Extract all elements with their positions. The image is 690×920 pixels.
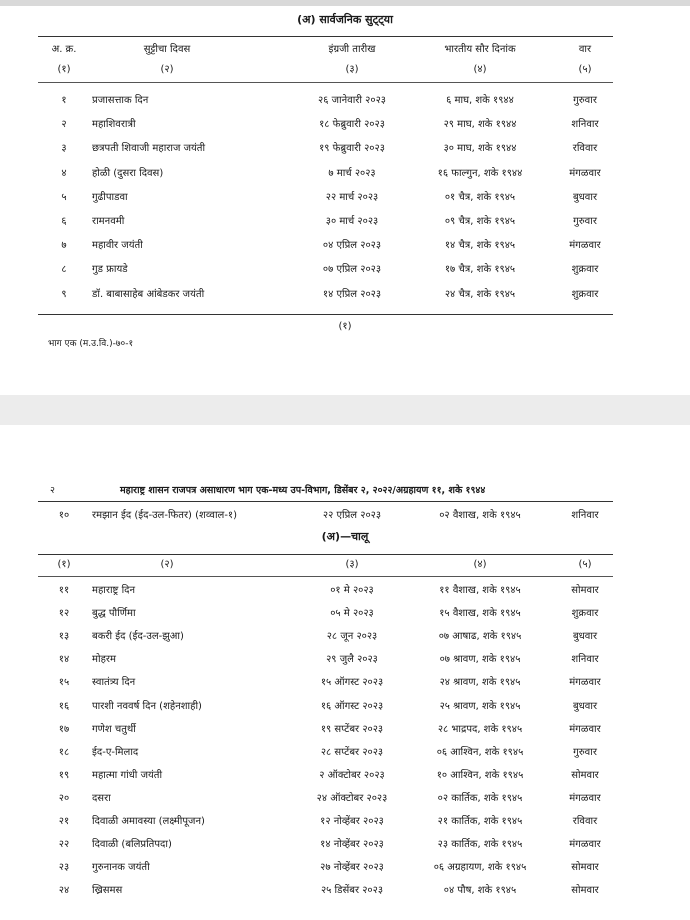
cell-english-date: १४ एप्रिल २०२३	[322, 288, 382, 300]
cell-day: सोमवार	[571, 769, 599, 781]
cell-day: सोमवार	[571, 585, 599, 596]
header-sr-no: अ. क्र.	[51, 44, 77, 55]
cell-saka-date: २४ श्रावण, शके १९४५	[439, 677, 521, 689]
cell-day: सोमवार	[571, 862, 599, 874]
cell-english-date: १९ फेब्रुवारी २०२३	[319, 143, 385, 155]
cell-saka-date: ६ माघ, शके १९४४	[446, 95, 514, 106]
cell-saka-date: २१ कार्तिक, शके १९४५	[437, 816, 523, 827]
cell-english-date: २९ जुलै २०२३	[326, 654, 378, 666]
cell-no: २२	[58, 839, 70, 851]
cell-english-date: २८ सप्टेंबर २०२३	[320, 746, 384, 758]
cell-no: १२	[58, 608, 70, 620]
cell-day: शनिवार	[571, 654, 599, 666]
cell-holiday: होळी (दुसरा दिवस)	[92, 167, 164, 179]
header2-num-4: (४)	[473, 559, 487, 570]
header2-num-1: (१)	[57, 559, 71, 570]
cell-holiday: महात्मा गांधी जयंती	[92, 769, 163, 781]
cell-no: १४	[58, 654, 70, 666]
cell-english-date: १२ नोव्हेंबर २०२३	[320, 816, 384, 827]
cell-holiday: बकरी ईद (ईद-उल-झुआ)	[92, 631, 184, 643]
page-footer: भाग एक (म.उ.वि.)-७०-१	[48, 339, 134, 349]
cell-holiday: दिवाळी (बलिप्रतिपदा)	[92, 839, 172, 851]
cell-day: मंगळवार	[569, 167, 601, 179]
row-10-holiday: रमझान ईद (ईद-उल-फितर) (शव्वाल-१)	[92, 510, 238, 521]
cell-day: मंगळवार	[569, 677, 601, 689]
cell-no: २३	[58, 862, 70, 874]
header2-bottom-rule	[38, 576, 613, 577]
cell-holiday: महावीर जयंती	[92, 240, 143, 252]
cell-saka-date: १० आश्विन, शके १९४५	[436, 769, 524, 781]
header-num-3: (३)	[345, 64, 359, 75]
cell-holiday: ख्रिसमस	[92, 885, 123, 897]
cell-no: ७	[61, 240, 67, 252]
continued-title: (अ)—चालू	[321, 530, 369, 543]
cell-holiday: गुरुनानक जयंती	[92, 862, 150, 874]
cell-no: १८	[58, 746, 70, 758]
cell-no: २	[61, 119, 67, 131]
header2-num-5: (५)	[578, 559, 592, 570]
cell-day: बुधवार	[572, 631, 598, 643]
cell-holiday: ईद-ए-मिलाद	[92, 746, 139, 758]
cell-saka-date: ०७ आषाढ, शके १९४५	[438, 631, 522, 643]
cell-saka-date: २३ कार्तिक, शके १९४५	[437, 839, 523, 851]
cell-english-date: २७ नोव्हेंबर २०२३	[320, 862, 384, 874]
cell-saka-date: २८ भाद्रपद, शके १९४५	[437, 723, 523, 735]
cell-holiday: पारशी नववर्ष दिन (शहेनशाही)	[92, 700, 202, 712]
cell-no: ५	[61, 191, 67, 203]
cell-no: ४	[61, 167, 67, 179]
cell-day: बुधवार	[572, 191, 598, 203]
cell-saka-date: १७ चैत्र, शके १९४५	[444, 264, 516, 276]
cell-english-date: ३० मार्च २०२३	[325, 216, 379, 227]
cell-day: गुरुवार	[573, 746, 597, 758]
cell-holiday: रामनवमी	[92, 216, 125, 227]
cell-english-date: ०४ एप्रिल २०२३	[322, 240, 382, 252]
cell-day: मंगळवार	[569, 240, 601, 252]
cell-english-date: २ ऑक्टोबर २०२३	[319, 769, 385, 781]
header-day: वार	[578, 44, 592, 55]
header-bottom-rule	[38, 82, 613, 83]
page-one	[0, 0, 690, 395]
cell-no: ११	[58, 585, 70, 596]
table-bottom-rule	[38, 314, 613, 315]
cell-holiday: गणेश चतुर्थी	[92, 723, 136, 735]
cell-saka-date: १५ वैशाख, शके १९४५	[439, 608, 521, 620]
cell-holiday: महाराष्ट्र दिन	[92, 585, 136, 596]
header-saka-date: भारतीय सौर दिनांक	[444, 44, 516, 55]
row-10-no: १०	[58, 510, 70, 521]
cell-no: २४	[58, 885, 70, 897]
cell-no: १५	[58, 677, 70, 689]
cell-holiday: गुढीपाडवा	[92, 191, 128, 203]
cell-english-date: २४ ऑक्टोबर २०२३	[316, 792, 388, 804]
cell-saka-date: ०४ पौष, शके १९४५	[443, 885, 517, 897]
header2-top-rule	[38, 554, 613, 555]
header2-num-2: (२)	[160, 559, 174, 570]
header-top-rule	[38, 36, 613, 37]
cell-no: ६	[61, 216, 67, 227]
cell-no: ८	[61, 264, 67, 276]
cell-holiday: प्रजासत्ताक दिन	[92, 95, 149, 106]
cell-day: शुक्रवार	[571, 608, 599, 620]
top-edge	[0, 0, 690, 6]
cell-english-date: ०१ मे २०२३	[330, 585, 374, 596]
cell-no: ९	[61, 288, 67, 300]
cell-no: २१	[58, 816, 70, 827]
cell-day: मंगळवार	[569, 723, 601, 735]
page-no: २	[50, 485, 55, 496]
cell-day: मंगळवार	[569, 839, 601, 851]
cell-day: सोमवार	[571, 885, 599, 897]
cell-saka-date: ०१ चैत्र, शके १९४५	[444, 191, 516, 203]
cell-holiday: दसरा	[92, 792, 111, 804]
page-two	[0, 425, 690, 920]
header-holiday: सुट्टीचा दिवस	[143, 44, 191, 55]
cell-saka-date: ०६ आश्विन, शके १९४५	[436, 746, 524, 758]
cell-saka-date: ०२ कार्तिक, शके १९४५	[437, 792, 523, 804]
cell-saka-date: ११ वैशाख, शके १९४५	[439, 585, 521, 596]
cell-saka-date: ०७ श्रावण, शके १९४५	[439, 654, 521, 666]
cell-no: १७	[58, 723, 70, 735]
cell-saka-date: १६ फाल्गुन, शके १९४४	[437, 167, 523, 179]
cell-no: २०	[58, 792, 70, 804]
header-num-2: (२)	[160, 64, 174, 75]
cell-english-date: २६ जानेवारी २०२३	[318, 95, 386, 106]
cell-holiday: बुद्ध पौर्णिमा	[92, 608, 136, 620]
cell-english-date: २८ जून २०२३	[326, 631, 378, 643]
cell-english-date: २२ मार्च २०२३	[325, 191, 379, 203]
page-number: (१)	[338, 321, 352, 332]
cell-day: बुधवार	[572, 700, 598, 712]
header-english-date: इंग्रजी तारीख	[328, 44, 376, 55]
cell-day: रविवार	[572, 816, 598, 827]
running-head-text: महाराष्ट्र शासन राजपत्र असाधारण भाग एक-मध्य उप-विभाग, डिसेंबर २, २०२२/अग्रहायण ११, शके १९४४	[120, 485, 486, 496]
cell-english-date: २५ डिसेंबर २०२३	[320, 885, 384, 897]
row-10-saka-date: ०२ वैशाख, शके १९४५	[439, 510, 521, 521]
cell-holiday: डॉ. बाबासाहेब आंबेडकर जयंती	[92, 288, 205, 300]
cell-english-date: १४ नोव्हेंबर २०२३	[320, 839, 384, 851]
cell-day: मंगळवार	[569, 792, 601, 804]
cell-holiday: स्वातंत्र्य दिन	[92, 677, 136, 689]
cell-holiday: गुड फ्रायडे	[92, 264, 128, 276]
header-num-1: (१)	[57, 64, 71, 75]
cell-no: १६	[58, 700, 70, 712]
row-10-day: शनिवार	[571, 510, 599, 521]
cell-holiday: दिवाळी अमावस्या (लक्ष्मीपूजन)	[92, 816, 205, 827]
cell-saka-date: २५ श्रावण, शके १९४५	[439, 700, 521, 712]
cell-saka-date: ३० माघ, शके १९४४	[443, 143, 517, 155]
cell-holiday: मोहरम	[92, 654, 116, 666]
cell-english-date: १६ ऑगस्ट २०२३	[320, 700, 384, 712]
cell-day: शुक्रवार	[571, 288, 599, 300]
cell-english-date: ०५ मे २०२३	[330, 608, 374, 620]
cell-english-date: ७ मार्च २०२३	[328, 167, 376, 179]
row-10-english-date: २२ एप्रिल २०२३	[322, 510, 382, 521]
cell-english-date: १५ ऑगस्ट २०२३	[320, 677, 384, 689]
header2-num-3: (३)	[345, 559, 359, 570]
header-num-4: (४)	[473, 64, 487, 75]
cell-day: शुक्रवार	[571, 264, 599, 276]
cell-day: गुरुवार	[573, 95, 597, 106]
cell-day: शनिवार	[571, 119, 599, 131]
cell-english-date: १९ सप्टेंबर २०२३	[320, 723, 384, 735]
cell-english-date: ०७ एप्रिल २०२३	[322, 264, 382, 276]
section-title: (अ) सार्वजनिक सुट्ट्या	[297, 13, 393, 26]
cell-english-date: १८ फेब्रुवारी २०२३	[319, 119, 385, 131]
cell-saka-date: १४ चैत्र, शके १९४५	[444, 240, 516, 252]
cell-holiday: महाशिवरात्री	[92, 119, 136, 131]
cell-saka-date: २४ चैत्र, शके १९४५	[444, 288, 516, 300]
running-head-rule	[38, 501, 613, 502]
cell-holiday: छत्रपती शिवाजी महाराज जयंती	[92, 143, 206, 155]
cell-no: १३	[58, 631, 70, 643]
cell-saka-date: ०९ चैत्र, शके १९४५	[444, 216, 516, 227]
cell-saka-date: ०६ अग्रहायण, शके १९४५	[433, 862, 527, 874]
header-num-5: (५)	[578, 64, 592, 75]
cell-no: ३	[61, 143, 67, 155]
cell-saka-date: २९ माघ, शके १९४४	[443, 119, 517, 131]
cell-day: रविवार	[572, 143, 598, 155]
cell-no: १	[61, 95, 67, 106]
cell-day: गुरुवार	[573, 216, 597, 227]
page-gap	[0, 395, 690, 425]
cell-no: १९	[58, 769, 70, 781]
